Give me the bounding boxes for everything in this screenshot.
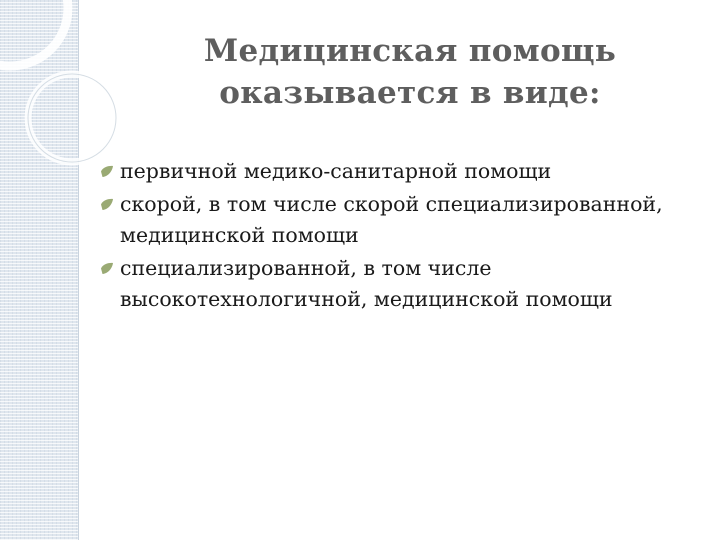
leaf-bullet-icon	[100, 198, 114, 211]
slide-title: Медицинская помощь оказывается в виде:	[203, 33, 617, 111]
list-item	[100, 156, 710, 187]
bullet-text: скорой, в том числе скорой специализированной, медицинской помощи	[120, 192, 663, 247]
leaf-bullet-icon	[100, 165, 114, 178]
list-item	[100, 253, 710, 315]
bullet-text: первичной медико-санитарной помощи	[120, 159, 552, 183]
list-item	[100, 189, 710, 251]
leaf-bullet-icon	[100, 262, 114, 275]
bullet-text: специализированной, в том числе высокотехнологичной, медицинской помощи	[120, 256, 613, 311]
bullet-list	[100, 156, 710, 315]
